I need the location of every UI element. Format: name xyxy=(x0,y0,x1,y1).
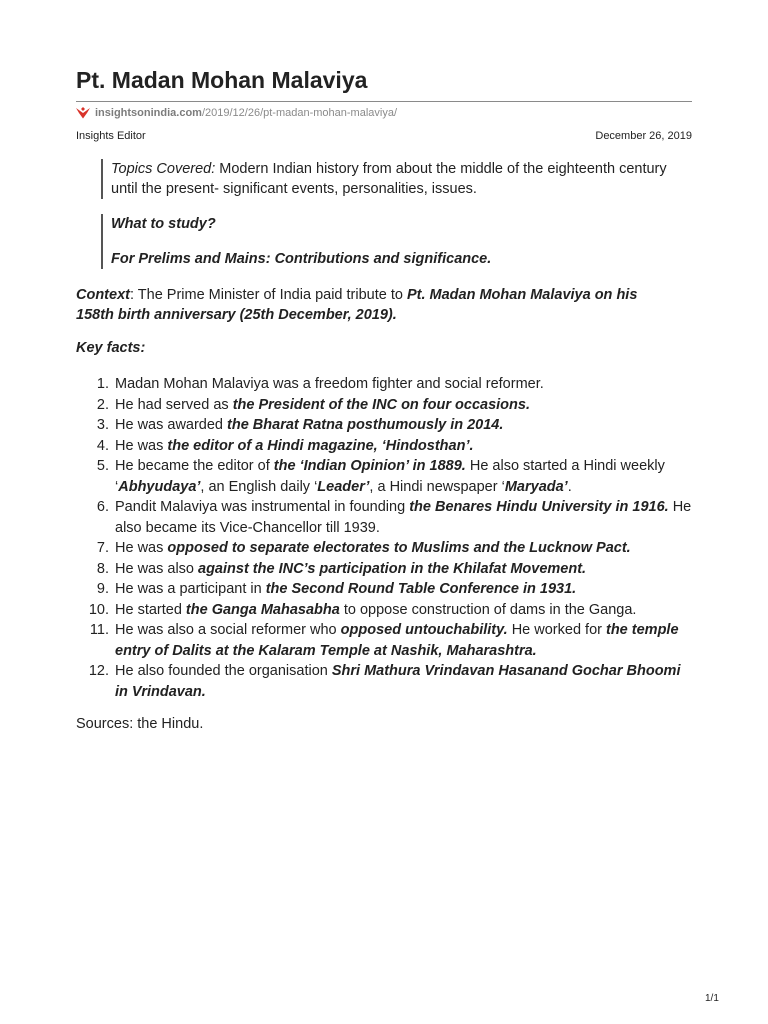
item-emphasis: the Ganga Mahasabha xyxy=(185,601,340,618)
item-text: He also founded the organisation xyxy=(115,663,332,679)
item-emphasis: against the INC’s participation in the Khilafat Movement. xyxy=(198,560,587,577)
item-text: He had served as xyxy=(115,396,233,413)
item-number: 2. xyxy=(96,396,109,413)
item-emphasis: opposed to separate electorates to Muslims and the Lucknow Pact. xyxy=(167,540,631,556)
item-number: 6. xyxy=(96,499,109,515)
item-text: He was xyxy=(115,540,168,556)
context-label: Context xyxy=(76,287,130,303)
item-emphasis: the editor of a Hindi magazine, ‘Hindosthan’. xyxy=(167,437,474,454)
list-item xyxy=(76,415,692,436)
source-path[interactable]: /2019/12/26/pt-madan-mohan-malaviya/ xyxy=(201,107,398,119)
item-emphasis: Leader’ xyxy=(317,478,370,495)
item-text: He started xyxy=(115,601,186,618)
study-focus: For Prelims and Mains: Contributions and significance. xyxy=(111,251,492,267)
item-number: 3. xyxy=(96,417,109,433)
item-emphasis: the temple entry of Dalits at the Kalaram Temple at Nashik, Maharashtra. xyxy=(115,622,679,659)
item-emphasis: opposed untouchability. xyxy=(340,622,508,638)
list-item xyxy=(76,374,692,395)
item-text: He was xyxy=(115,437,168,454)
topics-label: Topics Covered: xyxy=(111,161,216,177)
list-item xyxy=(76,538,692,559)
item-number: 8. xyxy=(96,560,109,577)
item-text: , a Hindi newspaper ‘ xyxy=(369,478,505,495)
topics-blockquote xyxy=(101,159,677,199)
item-number: 9. xyxy=(96,581,109,597)
item-number: 4. xyxy=(96,437,109,454)
item-number: 5. xyxy=(96,458,109,474)
item-text: He was awarded xyxy=(115,417,228,433)
item-emphasis: the Bharat Ratna posthumously in 2014. xyxy=(227,417,504,433)
item-number: 11. xyxy=(89,622,109,638)
author: Insights Editor xyxy=(76,130,146,142)
study-blockquote xyxy=(101,214,677,269)
list-item xyxy=(76,436,692,457)
page-title: Pt. Madan Mohan Malaviya xyxy=(76,67,368,93)
source-host[interactable]: insightsonindia.com xyxy=(95,107,202,119)
item-emphasis: the Second Round Table Conference in 1931. xyxy=(265,581,577,597)
item-number: 12. xyxy=(88,663,109,679)
item-text: to oppose construction of dams in the Ganga. xyxy=(339,601,637,618)
item-text: , an English daily ‘ xyxy=(200,478,318,495)
context-emphasis: Pt. Madan Mohan Malaviya on his 158th birth anniversary (25th December, 2019). xyxy=(76,287,638,323)
item-emphasis: Abhyudaya’ xyxy=(118,478,201,495)
title-divider xyxy=(76,101,692,102)
source-url[interactable] xyxy=(76,107,397,119)
item-number: 10. xyxy=(88,601,109,618)
item-text: He worked for xyxy=(507,622,606,638)
list-item xyxy=(76,395,692,416)
publish-date: December 26, 2019 xyxy=(595,130,692,142)
item-emphasis: the ‘Indian Opinion’ in 1889. xyxy=(273,458,466,474)
item-emphasis: Shri Mathura Vrindavan Hasanand Gochar Bhoomi in Vrindavan. xyxy=(115,663,681,700)
list-item xyxy=(76,600,692,621)
item-text: Pandit Malaviya was instrumental in founding xyxy=(115,499,410,515)
key-facts-heading: Key facts: xyxy=(76,340,146,356)
item-emphasis: the President of the INC on four occasions. xyxy=(232,396,530,413)
item-text: . xyxy=(567,478,572,495)
context-paragraph xyxy=(76,285,666,325)
item-text: He was also a social reformer who xyxy=(115,622,341,638)
context-text: : The Prime Minister of India paid tribute to xyxy=(129,287,407,303)
item-number: 1. xyxy=(96,376,109,392)
item-number: 7. xyxy=(96,540,109,556)
item-text: He was also xyxy=(115,560,199,577)
item-emphasis: the Benares Hindu University in 1916. xyxy=(409,499,669,515)
item-text: He also became its Vice-Chancellor till 1939. xyxy=(115,499,692,536)
study-question: What to study? xyxy=(111,216,216,232)
sources-line: Sources: the Hindu. xyxy=(76,716,204,732)
page-number: 1/1 xyxy=(705,993,719,1004)
list-item xyxy=(76,579,692,600)
list-item xyxy=(76,620,692,661)
item-text: He also started a Hindi weekly ‘ xyxy=(115,458,665,495)
topics-text: Modern Indian history from about the middle of the eighteenth century until the present- significant events, personalities, issues. xyxy=(111,161,667,197)
list-item xyxy=(76,559,692,580)
insights-logo-icon xyxy=(76,107,90,119)
item-text: He was a participant in xyxy=(115,581,266,597)
key-facts-list xyxy=(76,374,692,702)
item-emphasis: Maryada’ xyxy=(504,478,568,495)
list-item xyxy=(76,497,692,538)
item-text: He became the editor of xyxy=(115,458,274,474)
item-text: Madan Mohan Malaviya was a freedom fighter and social reformer. xyxy=(115,376,544,392)
list-item xyxy=(76,456,692,497)
list-item xyxy=(76,661,692,702)
